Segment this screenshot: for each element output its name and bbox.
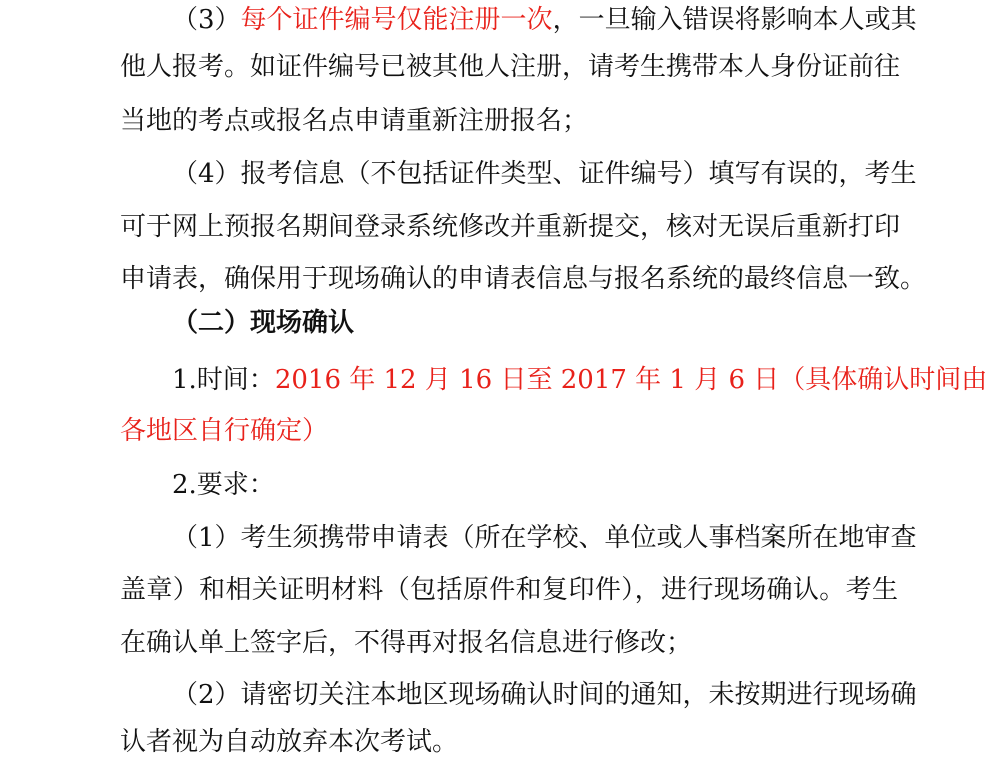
para3-line1 [172,0,917,40]
para4-line1: （4）报考信息（不包括证件类型、证件编号）填写有误的，考生 [172,159,917,189]
para3-number: （3） [172,5,241,35]
para4-line2: 可于网上预报名期间登录系统修改并重新提交，核对无误后重新打印 [120,212,901,242]
time-line2: 各地区自行确定） [120,416,329,446]
req2-line1: （2）请密切关注本地区现场确认时间的通知，未按期进行现场确 [172,680,917,710]
para3-highlight: 每个证件编号仅能注册一次 [240,5,553,35]
section-heading: （二）现场确认 [172,308,355,338]
para3-text: ，一旦输入错误将影响本人或其 [552,5,917,35]
requirements-label: 2.要求： [172,470,275,500]
req2-line2: 认者视为自动放弃本次考试。 [120,727,459,757]
req1-line1: （1）考生须携带申请表（所在学校、单位或人事档案所在地审查 [172,523,917,553]
para3-line3: 当地的考点或报名点申请重新注册报名； [120,106,589,136]
para4-line3: 申请表，确保用于现场确认的申请表信息与报名系统的最终信息一致。 [120,264,927,294]
time-label: 1.时间： [172,365,275,395]
para3-line2: 他人报考。如证件编号已被其他人注册，请考生携带本人身份证前往 [120,52,901,82]
time-line1 [172,360,988,400]
req1-line2: 盖章）和相关证明材料（包括原件和复印件），进行现场确认。考生 [120,575,898,605]
time-value: 2016 年 12 月 16 日至 2017 年 1 月 6 日（具体确认时间由 [274,365,988,395]
req1-line3: 在确认单上签字后，不得再对报名信息进行修改； [120,628,693,658]
